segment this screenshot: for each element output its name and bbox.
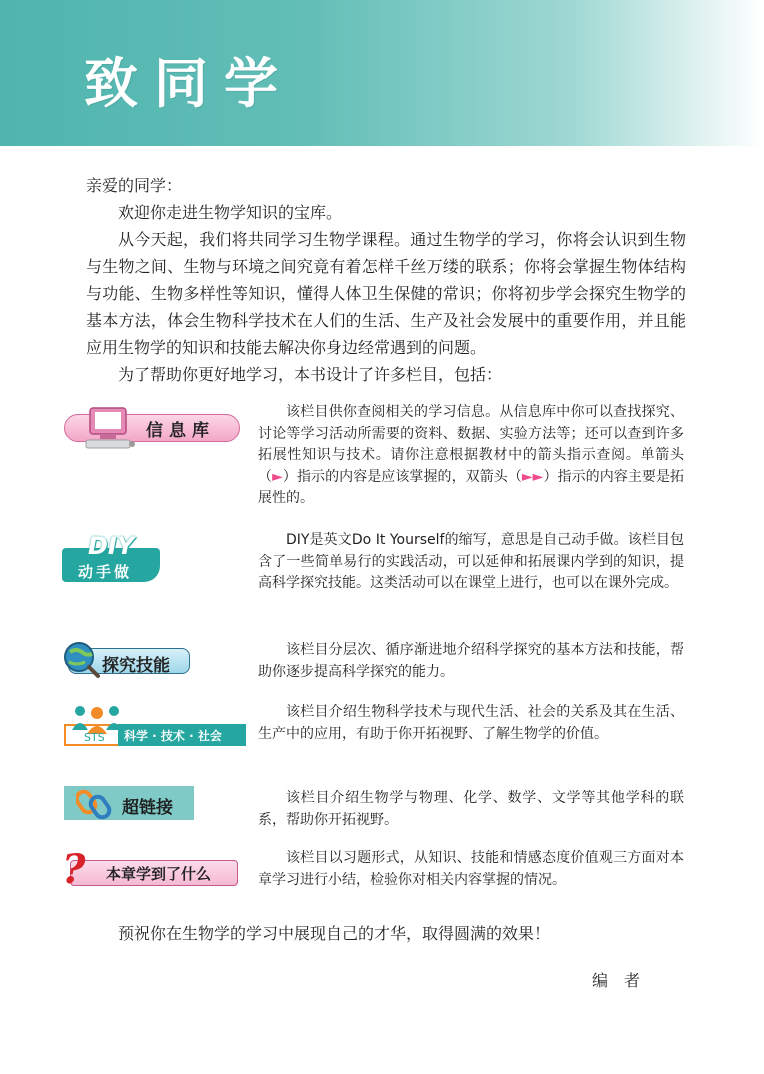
magnifier-globe-icon [62, 640, 102, 680]
computer-icon [84, 406, 136, 452]
double-arrow-icon: ►► [521, 468, 544, 485]
inquiry-skills-badge [62, 640, 192, 680]
people-icon [70, 704, 130, 734]
chapter-summary-badge [62, 846, 240, 893]
chapter-summary-label: 本章学到了什么 [106, 865, 212, 883]
closing-line: 预祝你在生物学的学习中展现自己的才华，取得圆满的效果！ [118, 924, 551, 943]
chain-link-icon [76, 788, 116, 820]
intro-text [86, 172, 686, 388]
inquiry-skills-description: 该栏目分层次、循序渐进地介绍科学探究的基本方法和技能，帮助你逐步提高科学探究的能力。 [258, 642, 684, 680]
hyperlink-description: 该栏目介绍生物学与物理、化学、数学、文学等其他学科的联系，帮助你开拓视野。 [258, 790, 684, 828]
sts-description: 该栏目介绍生物科学技术与现代生活、社会的关系及其在生活、生产中的应用，有助于你开拓视野、了解生物学的价值。 [258, 704, 684, 742]
inquiry-skills-label: 探究技能 [102, 656, 170, 676]
diy-label: 动手做 [78, 563, 133, 581]
sts-logo: STS [84, 731, 105, 744]
info-library-label: 信息库 [146, 421, 215, 441]
title-banner [0, 0, 764, 146]
sts-label: 科学 · 技术 · 社会 [124, 729, 222, 743]
single-arrow-icon: ► [272, 468, 283, 485]
page-title: 致同学 [84, 52, 294, 115]
hyperlink-label: 超链接 [122, 798, 173, 818]
sts-badge [62, 704, 248, 750]
columns-intro: 为了帮助你更好地学习，本书设计了许多栏目，包括： [118, 365, 503, 384]
chapter-summary-description: 该栏目以习题形式，从知识、技能和情感态度价值观三方面对本章学习进行小结，检验你对相关内容掌握的情况。 [258, 850, 684, 888]
question-mark-icon: ? [62, 846, 86, 893]
intro-paragraph: 从今天起，我们将共同学习生物学课程。通过生物学的学习，你将会认识到生物与生物之间、生物与环境之间究竟有着怎样千丝万缕的联系；你将会掌握生物体结构与功能、生物多样性等知识，懂得人体卫生保健的常识；你将初步学会探究生物学的基本方法，体会生物科学技术在人们的生活、生产及社会发展中的重要作用，并且能应用生物学的知识和技能去解决你身边经常遇到的问题。 [86, 230, 686, 357]
diy-logo: DIY [88, 532, 135, 560]
signature: 编者 [592, 971, 657, 990]
diy-badge [62, 532, 162, 596]
welcome-line: 欢迎你走进生物学知识的宝库。 [118, 203, 343, 222]
diy-description: DIY是英文Do It Yourself的缩写，意思是自己动手做。该栏目包含了一些简单易行的实践活动，可以延伸和拓展课内学到的知识，提高科学探究技能。这类活动可以在课堂上进行，也可以在课外完成。 [258, 532, 684, 591]
info-library-description: 该栏目供你查阅相关的学习信息。从信息库中你可以查找探究、讨论等学习活动所需要的资料、数据、实验方法等；还可以查到许多拓展性知识与技术。请你注意根据教材中的箭头指示查阅。单箭头（►）指示的内容是应该掌握的，双箭头（►►）指示的内容主要是拓展性的。 [258, 404, 685, 506]
info-library-badge [62, 406, 242, 452]
hyperlink-badge [62, 786, 196, 824]
greeting: 亲爱的同学： [86, 176, 183, 195]
